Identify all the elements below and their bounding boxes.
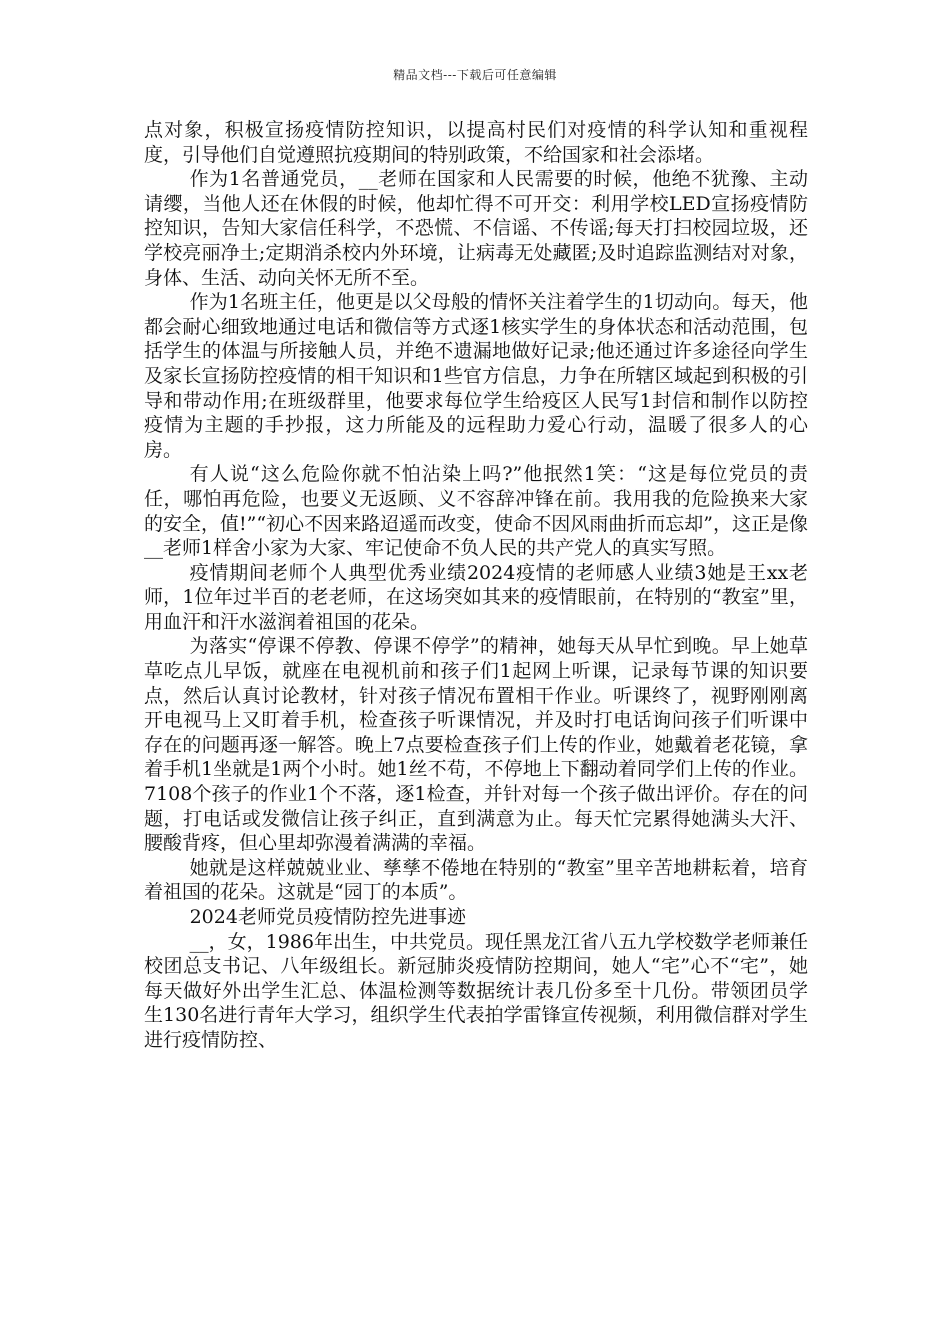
paragraph-summary: 她就是这样兢兢业业、孳孳不倦地在特别的“教室”里辛苦地耕耘着，培育着祖国的花朵。这就是“园丁的本质”。: [144, 856, 808, 904]
section-heading: 2024老师党员疫情防控先进事迹: [189, 906, 466, 928]
paragraph-profile: __，女，1986年出生，中共党员。现任黑龙江省八五九学校数学老师兼任校团总支书记、八年级组长。新冠肺炎疫情防控期间，她人“宅”心不“宅”，她每天做好外出学生汇总、体温检测等数据统计表几份多至十几份。带领团员学生130名进行青年大学习，组织学生代表拍学雷锋宣传视频，利用微信群对学生进行疫情防控、: [144, 930, 808, 1051]
paragraph-party-member: 作为1名普通党员，__老师在国家和人民需要的时候，他绝不犹豫、主动请缨，当他人还在休假的时候，他却忙得不可开交：利用学校LED宣扬疫情防控知识，告知大家信任科学，不恐慌、不信谣、不传谣;每天打扫校园垃圾，还学校亮丽净土;定期消杀校内外环境，让病毒无处藏匿;及时追踪监测结对对象，身体、生活、动向关怀无所不至。: [144, 168, 808, 289]
page-header: 精品文档---下载后可任意编辑: [393, 68, 557, 82]
document-body: [144, 118, 808, 1053]
paragraph-quote: 有人说“这么危险你就不怕沾染上吗?”他抿然1笑：“这是每位党员的责任，哪怕再危险，也要义无返顾、义不容辞冲锋在前。我用我的危险换来大家的安全，值!”“初心不因来路迢遥而改变，使命不因风雨曲折而忘却”，这正是像__老师1样舍小家为大家、牢记使命不负人民的共产党人的真实写照。: [144, 463, 808, 560]
paragraph-class-teacher: 作为1名班主任，他更是以父母般的情怀关注着学生的1切动向。每天，他都会耐心细致地通过电话和微信等方式逐1核实学生的身体状态和活动范围，包括学生的体温与所接触人员，并绝不遗漏地做好记录;他还通过许多途径向学生及家长宣扬防控疫情的相干知识和1些官方信息，力争在所辖区域起到积极的引导和带动作用;在班级群里，他要求每位学生给疫区人民写1封信和制作以防控疫情为主题的手抄报，这力所能及的远程助力爱心行动，温暖了很多人的心房。: [144, 291, 808, 461]
paragraph-daily-work: 为落实“停课不停教、停课不停学”的精神，她每天从早忙到晚。早上她草草吃点儿早饭，就座在电视机前和孩子们1起网上听课，记录每节课的知识要点，然后认真讨论教材，针对孩子情况布置相干作业。听课终了，视野刚刚离开电视马上又盯着手机，检查孩子听课情况，并及时打电话询问孩子们听课中存在的问题再逐一解答。晚上7点要检查孩子们上传的作业，她戴着老花镜，拿着手机1坐就是1两个小时。她1丝不苟，不停地上下翻动着同学们上传的作业。7108个孩子的作业1个不落，逐1检查，并针对每一个孩子做出评价。存在的问题，打电话或发微信让孩子纠正，直到满意为止。每天忙完累得她满头大汗、腰酸背疼，但心里却弥漫着满满的幸福。: [144, 635, 808, 855]
paragraph-teacher-wang: 疫情期间老师个人典型优秀业绩2024疫情的老师感人业绩3她是王xx老师，1位年过半百的老老师，在这场突如其来的疫情眼前，在特别的“教室”里，用血汗和汗水滋润着祖国的花朵。: [144, 561, 808, 633]
paragraph-continuation: 点对象，积极宣扬疫情防控知识，以提高村民们对疫情的科学认知和重视程度，引导他们自觉遵照抗疫期间的特别政策，不给国家和社会添堵。: [144, 119, 808, 166]
